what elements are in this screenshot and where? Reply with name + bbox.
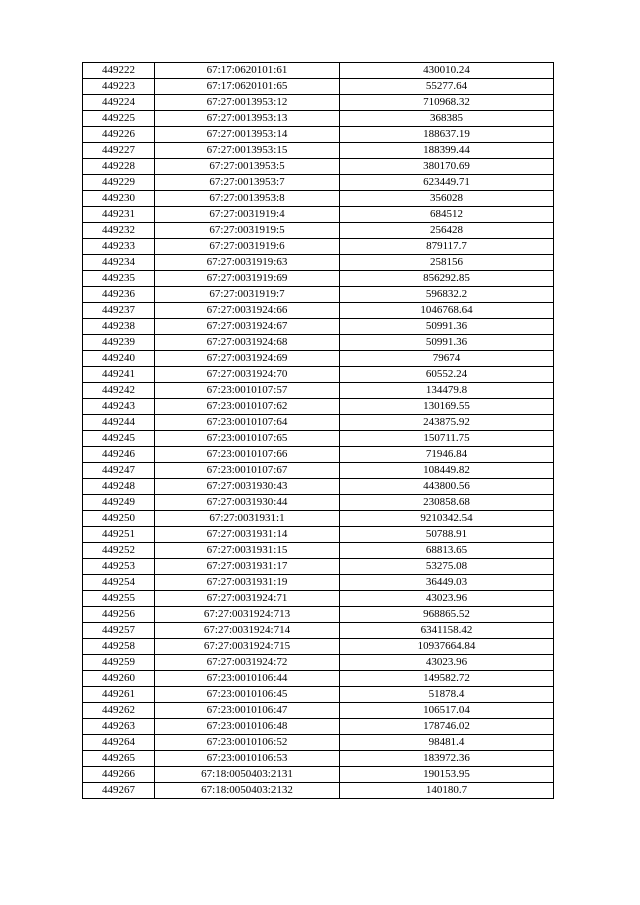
value-cell: 879117.7 — [340, 239, 554, 255]
cadastral-number-cell: 67:27:0031924:714 — [155, 623, 340, 639]
table-row — [83, 751, 554, 767]
table-row — [83, 463, 554, 479]
row-number-cell: 449262 — [83, 703, 155, 719]
cadastral-number-cell: 67:17:0620101:61 — [155, 63, 340, 79]
cadastral-number-cell: 67:23:0010106:52 — [155, 735, 340, 751]
cadastral-number-cell: 67:27:0013953:13 — [155, 111, 340, 127]
table-row — [83, 159, 554, 175]
row-number-cell: 449247 — [83, 463, 155, 479]
row-number-cell: 449265 — [83, 751, 155, 767]
row-number-cell: 449258 — [83, 639, 155, 655]
table-row — [83, 367, 554, 383]
table-row — [83, 479, 554, 495]
row-number-cell: 449246 — [83, 447, 155, 463]
cadastral-number-cell: 67:27:0031924:67 — [155, 319, 340, 335]
value-cell: 130169.55 — [340, 399, 554, 415]
row-number-cell: 449245 — [83, 431, 155, 447]
value-cell: 98481.4 — [340, 735, 554, 751]
table-row — [83, 127, 554, 143]
cadastral-number-cell: 67:27:0031924:71 — [155, 591, 340, 607]
value-cell: 50991.36 — [340, 319, 554, 335]
table-row — [83, 607, 554, 623]
table-row — [83, 511, 554, 527]
row-number-cell: 449232 — [83, 223, 155, 239]
cadastral-number-cell: 67:27:0031924:69 — [155, 351, 340, 367]
table-row — [83, 351, 554, 367]
table-row — [83, 671, 554, 687]
value-cell: 51878.4 — [340, 687, 554, 703]
cadastral-number-cell: 67:18:0050403:2131 — [155, 767, 340, 783]
cadastral-number-cell: 67:23:0010106:53 — [155, 751, 340, 767]
row-number-cell: 449237 — [83, 303, 155, 319]
cadastral-number-cell: 67:27:0031931:17 — [155, 559, 340, 575]
row-number-cell: 449259 — [83, 655, 155, 671]
row-number-cell: 449257 — [83, 623, 155, 639]
cadastral-number-cell: 67:17:0620101:65 — [155, 79, 340, 95]
value-cell: 53275.08 — [340, 559, 554, 575]
table-row — [83, 255, 554, 271]
row-number-cell: 449235 — [83, 271, 155, 287]
row-number-cell: 449223 — [83, 79, 155, 95]
table-row — [83, 95, 554, 111]
row-number-cell: 449234 — [83, 255, 155, 271]
cadastral-number-cell: 67:23:0010107:62 — [155, 399, 340, 415]
value-cell: 188637.19 — [340, 127, 554, 143]
cadastral-number-cell: 67:27:0031931:14 — [155, 527, 340, 543]
row-number-cell: 449252 — [83, 543, 155, 559]
table-row — [83, 207, 554, 223]
cadastral-number-cell: 67:23:0010106:44 — [155, 671, 340, 687]
value-cell: 368385 — [340, 111, 554, 127]
row-number-cell: 449231 — [83, 207, 155, 223]
row-number-cell: 449241 — [83, 367, 155, 383]
cadastral-number-cell: 67:27:0031924:715 — [155, 639, 340, 655]
cadastral-number-cell: 67:23:0010107:64 — [155, 415, 340, 431]
value-cell: 106517.04 — [340, 703, 554, 719]
table-row — [83, 447, 554, 463]
value-cell: 256428 — [340, 223, 554, 239]
cadastral-value-table — [82, 62, 554, 799]
value-cell: 79674 — [340, 351, 554, 367]
cadastral-number-cell: 67:27:0031919:7 — [155, 287, 340, 303]
table-row — [83, 719, 554, 735]
row-number-cell: 449222 — [83, 63, 155, 79]
table-row — [83, 223, 554, 239]
value-cell: 50991.36 — [340, 335, 554, 351]
value-cell: 108449.82 — [340, 463, 554, 479]
table-row — [83, 559, 554, 575]
table-row — [83, 175, 554, 191]
table-row — [83, 783, 554, 799]
cadastral-number-cell: 67:27:0031931:1 — [155, 511, 340, 527]
row-number-cell: 449255 — [83, 591, 155, 607]
cadastral-number-cell: 67:27:0013953:14 — [155, 127, 340, 143]
cadastral-number-cell: 67:23:0010107:66 — [155, 447, 340, 463]
value-cell: 623449.71 — [340, 175, 554, 191]
cadastral-number-cell: 67:23:0010107:65 — [155, 431, 340, 447]
cadastral-number-cell: 67:27:0031924:66 — [155, 303, 340, 319]
value-cell: 36449.03 — [340, 575, 554, 591]
cadastral-number-cell: 67:27:0031924:68 — [155, 335, 340, 351]
value-cell: 68813.65 — [340, 543, 554, 559]
cadastral-number-cell: 67:23:0010106:47 — [155, 703, 340, 719]
cadastral-number-cell: 67:27:0031931:19 — [155, 575, 340, 591]
value-cell: 140180.7 — [340, 783, 554, 799]
row-number-cell: 449254 — [83, 575, 155, 591]
row-number-cell: 449226 — [83, 127, 155, 143]
table-row — [83, 575, 554, 591]
row-number-cell: 449248 — [83, 479, 155, 495]
cadastral-number-cell: 67:18:0050403:2132 — [155, 783, 340, 799]
row-number-cell: 449263 — [83, 719, 155, 735]
row-number-cell: 449227 — [83, 143, 155, 159]
table-row — [83, 303, 554, 319]
cadastral-number-cell: 67:27:0031919:63 — [155, 255, 340, 271]
cadastral-number-cell: 67:27:0031924:70 — [155, 367, 340, 383]
cadastral-number-cell: 67:27:0031924:713 — [155, 607, 340, 623]
value-cell: 380170.69 — [340, 159, 554, 175]
table-row — [83, 191, 554, 207]
row-number-cell: 449242 — [83, 383, 155, 399]
value-cell: 188399.44 — [340, 143, 554, 159]
row-number-cell: 449224 — [83, 95, 155, 111]
row-number-cell: 449243 — [83, 399, 155, 415]
value-cell: 710968.32 — [340, 95, 554, 111]
cadastral-number-cell: 67:27:0031930:43 — [155, 479, 340, 495]
value-cell: 684512 — [340, 207, 554, 223]
table-row — [83, 431, 554, 447]
value-cell: 134479.8 — [340, 383, 554, 399]
table-row — [83, 639, 554, 655]
table-row — [83, 399, 554, 415]
row-number-cell: 449267 — [83, 783, 155, 799]
table-row — [83, 527, 554, 543]
row-number-cell: 449260 — [83, 671, 155, 687]
table-row — [83, 335, 554, 351]
table-row — [83, 655, 554, 671]
value-cell: 443800.56 — [340, 479, 554, 495]
table-row — [83, 543, 554, 559]
row-number-cell: 449261 — [83, 687, 155, 703]
row-number-cell: 449229 — [83, 175, 155, 191]
table-row — [83, 703, 554, 719]
table-row — [83, 287, 554, 303]
row-number-cell: 449266 — [83, 767, 155, 783]
cadastral-number-cell: 67:27:0013953:15 — [155, 143, 340, 159]
value-cell: 6341158.42 — [340, 623, 554, 639]
table-row — [83, 687, 554, 703]
cadastral-number-cell: 67:23:0010106:48 — [155, 719, 340, 735]
value-cell: 1046768.64 — [340, 303, 554, 319]
value-cell: 71946.84 — [340, 447, 554, 463]
value-cell: 10937664.84 — [340, 639, 554, 655]
value-cell: 258156 — [340, 255, 554, 271]
cadastral-number-cell: 67:27:0031919:6 — [155, 239, 340, 255]
row-number-cell: 449239 — [83, 335, 155, 351]
cadastral-number-cell: 67:27:0031930:44 — [155, 495, 340, 511]
value-cell: 183972.36 — [340, 751, 554, 767]
row-number-cell: 449238 — [83, 319, 155, 335]
row-number-cell: 449251 — [83, 527, 155, 543]
document-page — [82, 62, 554, 799]
row-number-cell: 449236 — [83, 287, 155, 303]
cadastral-number-cell: 67:23:0010107:57 — [155, 383, 340, 399]
table-row — [83, 767, 554, 783]
row-number-cell: 449264 — [83, 735, 155, 751]
value-cell: 190153.95 — [340, 767, 554, 783]
cadastral-number-cell: 67:27:0031931:15 — [155, 543, 340, 559]
cadastral-number-cell: 67:27:0031919:4 — [155, 207, 340, 223]
table-row — [83, 383, 554, 399]
value-cell: 9210342.54 — [340, 511, 554, 527]
value-cell: 60552.24 — [340, 367, 554, 383]
row-number-cell: 449228 — [83, 159, 155, 175]
table-row — [83, 79, 554, 95]
table-row — [83, 591, 554, 607]
value-cell: 149582.72 — [340, 671, 554, 687]
value-cell: 50788.91 — [340, 527, 554, 543]
value-cell: 968865.52 — [340, 607, 554, 623]
row-number-cell: 449250 — [83, 511, 155, 527]
cadastral-number-cell: 67:27:0013953:5 — [155, 159, 340, 175]
cadastral-number-cell: 67:27:0013953:8 — [155, 191, 340, 207]
table-row — [83, 63, 554, 79]
cadastral-number-cell: 67:27:0013953:7 — [155, 175, 340, 191]
row-number-cell: 449244 — [83, 415, 155, 431]
value-cell: 356028 — [340, 191, 554, 207]
row-number-cell: 449249 — [83, 495, 155, 511]
table-row — [83, 319, 554, 335]
cadastral-number-cell: 67:27:0031919:5 — [155, 223, 340, 239]
cadastral-number-cell: 67:23:0010106:45 — [155, 687, 340, 703]
table-row — [83, 735, 554, 751]
value-cell: 596832.2 — [340, 287, 554, 303]
value-cell: 150711.75 — [340, 431, 554, 447]
row-number-cell: 449225 — [83, 111, 155, 127]
row-number-cell: 449233 — [83, 239, 155, 255]
cadastral-number-cell: 67:27:0031924:72 — [155, 655, 340, 671]
table-row — [83, 415, 554, 431]
value-cell: 430010.24 — [340, 63, 554, 79]
row-number-cell: 449256 — [83, 607, 155, 623]
value-cell: 178746.02 — [340, 719, 554, 735]
table-row — [83, 143, 554, 159]
value-cell: 43023.96 — [340, 591, 554, 607]
cadastral-number-cell: 67:27:0013953:12 — [155, 95, 340, 111]
cadastral-number-cell: 67:27:0031919:69 — [155, 271, 340, 287]
table-row — [83, 623, 554, 639]
value-cell: 55277.64 — [340, 79, 554, 95]
row-number-cell: 449240 — [83, 351, 155, 367]
value-cell: 856292.85 — [340, 271, 554, 287]
value-cell: 43023.96 — [340, 655, 554, 671]
table-row — [83, 239, 554, 255]
row-number-cell: 449253 — [83, 559, 155, 575]
value-cell: 243875.92 — [340, 415, 554, 431]
table-body — [83, 63, 554, 799]
table-row — [83, 271, 554, 287]
row-number-cell: 449230 — [83, 191, 155, 207]
table-row — [83, 495, 554, 511]
table-row — [83, 111, 554, 127]
cadastral-number-cell: 67:23:0010107:67 — [155, 463, 340, 479]
value-cell: 230858.68 — [340, 495, 554, 511]
